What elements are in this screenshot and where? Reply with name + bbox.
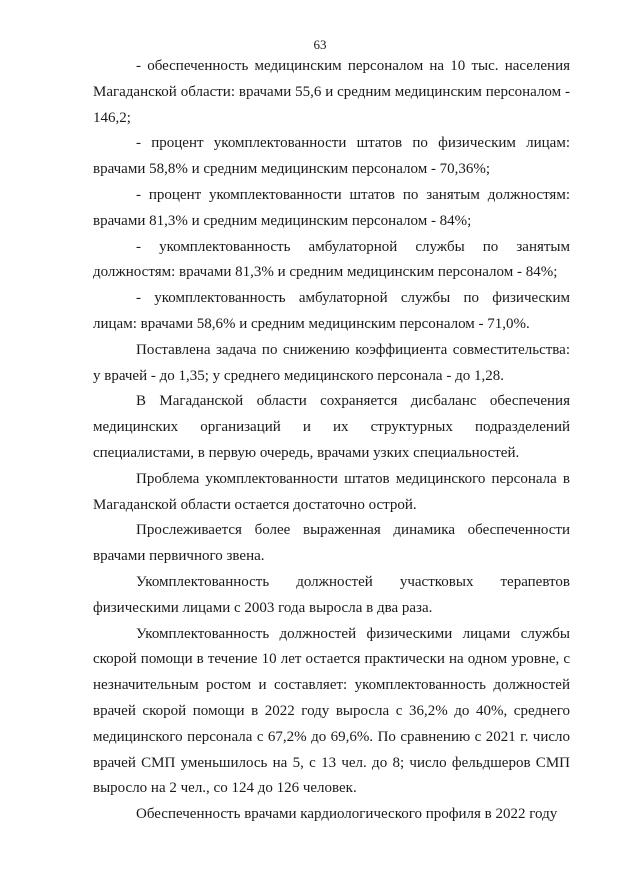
paragraph-district-therapists: Укомплектованность должностей участковых терапевтов физическими лицами с 2003 года выросла в два раза. — [93, 573, 570, 616]
paragraph-staffing-per-10k: - обеспеченность медицинским персоналом на 10 тыс. населения Магаданской области: врачами 55,6 и средним медицинским персоналом - 146,2; — [93, 58, 570, 126]
paragraph-physical-persons: - процент укомплектованности штатов по физическим лицам: врачами 58,8% и средним медицинским персоналом - 70,36%; — [93, 135, 570, 178]
paragraph-staffing-problem: Проблема укомплектованности штатов медицинского персонала в Магаданской области остается достаточно острой. — [93, 470, 570, 513]
paragraph-outpatient-positions: - укомплектованность амбулаторной службы по занятым должностям: врачами 81,3% и средним медицинским персоналом - 84%; — [93, 238, 570, 281]
paragraph-primary-dynamics: Прослеживается более выраженная динамика обеспеченности врачами первичного звена. — [93, 522, 570, 565]
paragraph-occupied-positions: - процент укомплектованности штатов по занятым должностям: врачами 81,3% и средним медицинским персоналом - 84%; — [93, 186, 570, 229]
paragraph-outpatient-persons: - укомплектованность амбулаторной службы по физическим лицам: врачами 58,6% и средним медицинским персоналом - 71,0%. — [93, 290, 570, 332]
paragraph-cardiology: Обеспеченность врачами кардиологического профиля в 2022 году — [136, 806, 558, 823]
paragraph-imbalance: В Магаданской области сохраняется дисбаланс обеспечения медицинских организаций и их структурных подразделений специалистами, в первую очередь, врачами узких специальностей. — [93, 393, 570, 461]
paragraph-part-time-coefficient: Поставлена задача по снижению коэффициента совместительства: у врачей - до 1,35; у среднего медицинского персонала - до 1,28. — [93, 341, 570, 384]
page-body — [93, 54, 570, 828]
paragraph-ambulance-service: Укомплектованность должностей физическими лицами службы скорой помощи в течение 10 лет остается практически на одном уровне, с незначительным ростом и составляет: укомплектованность должностей врачей скорой помощи в 2022 году выросла с 36,2% до 40%, среднего медицинского персонала с 67,2% до 69,6%. По сравнению с 2021 г. число врачей СМП уменьшилось на 5, с 13 чел. до 8; число фельдшеров СМП выросло на 2 чел., со 124 до 126 человек. — [93, 625, 570, 797]
page-number: 63 — [313, 37, 327, 52]
